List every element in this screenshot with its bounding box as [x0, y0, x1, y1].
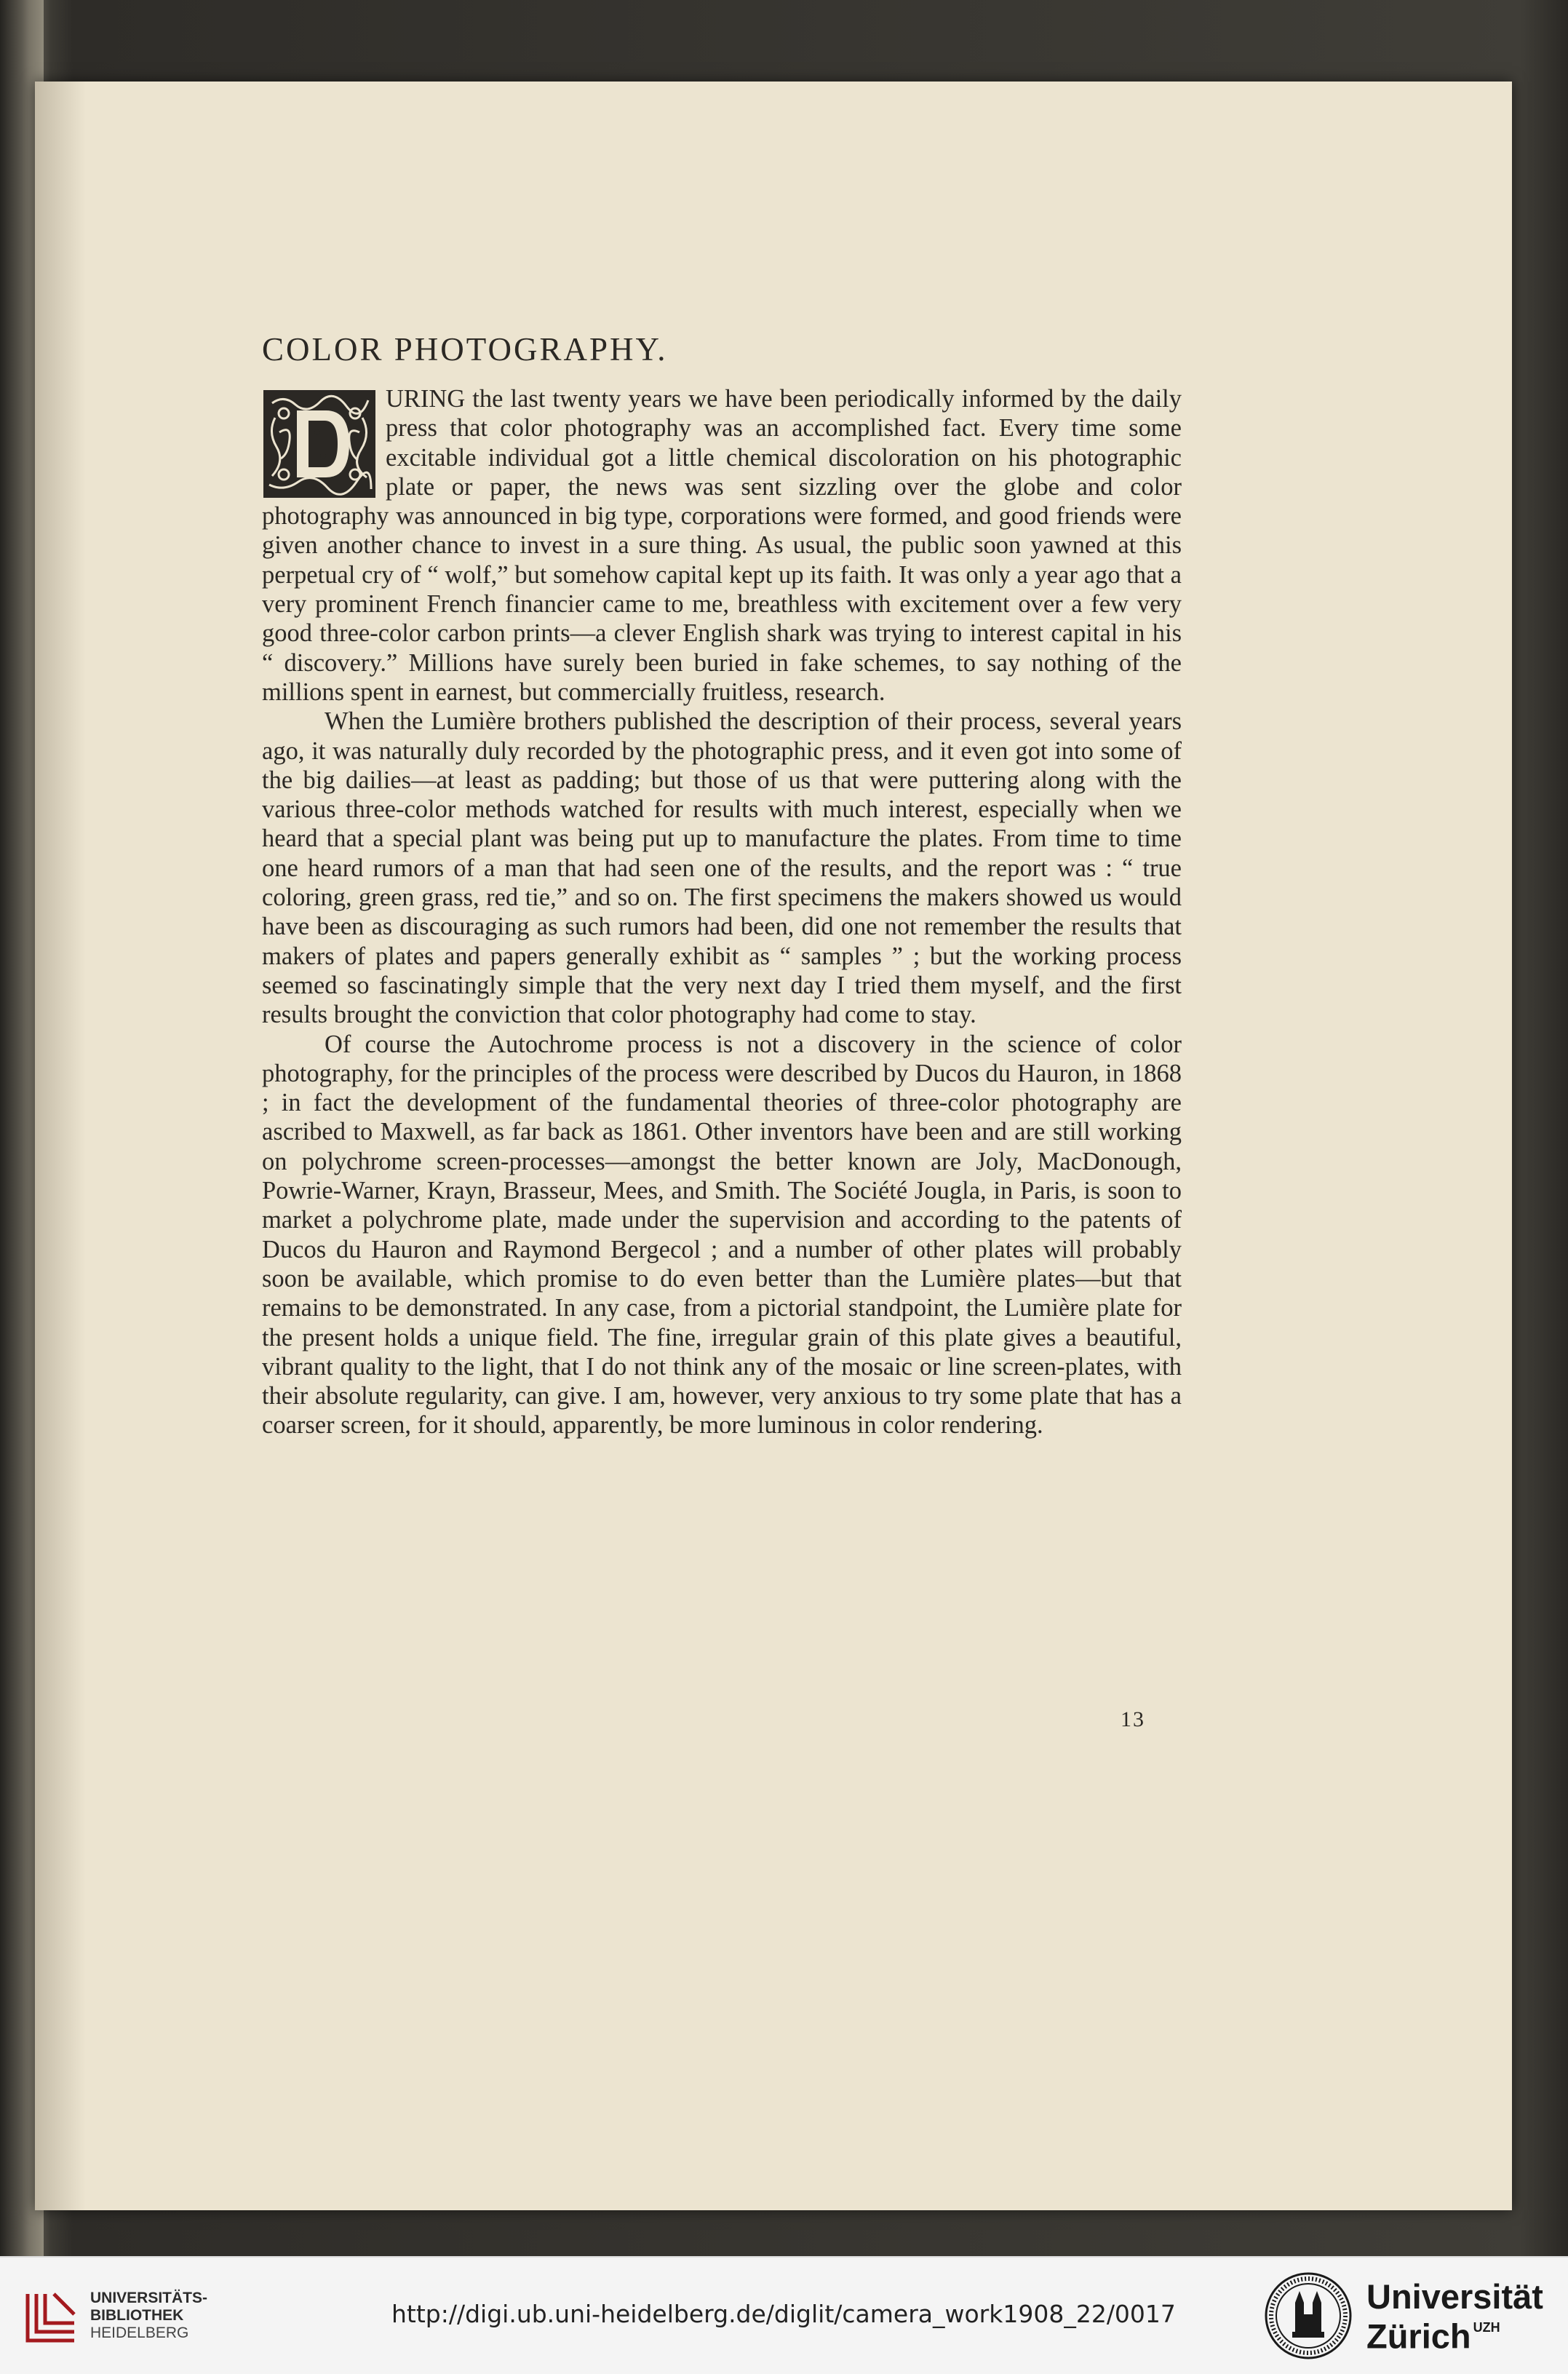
- uzh-superscript: UZH: [1473, 2320, 1500, 2335]
- page-gutter-shade: [35, 82, 86, 2210]
- ub-line-2: BIBLIOTHEK: [90, 2307, 184, 2324]
- ornamental-dropcap: [262, 389, 377, 499]
- article: [262, 326, 1182, 1440]
- paragraph-3: Of course the Autochrome process is not a discovery in the science of color photography, for the principles of the process were described by Ducos du Hauron, in 1868 ; in fact the development of the fundamental theories of three-color photography are ascribed to Maxwell, as far back as 1861. Other inventors have been and are still working on polychrome screen-processes—amongst the better known are Joly, MacDonough, Powrie-Warner, Krayn, Brasseur, Mees, and Smith. The Société Jougla, in Paris, is soon to market a polychrome plate, made under the supervision and according to the patents of Ducos du Hauron and Raymond Bergecol ; and a number of other plates will probably soon be available, which promise to do even better than the Lumière plates—but that remains to be demonstrated. In any case, from a pictorial standpoint, the Lumière plate for the present holds a unique field. The fine, irregular grain of this plate gives a beautiful, vibrant quality to the light, that I do not think any of the mosaic or line screen-plates, with their absolute regularity, can give. I am, however, very anxious to try some plate that has a coarser screen, for it should, apparently, be more luminous in color rendering.: [262, 1030, 1182, 1440]
- page-number: 13: [1121, 1707, 1145, 1731]
- footer-bar: [0, 2256, 1568, 2374]
- paragraph-1-text: URING the last twenty years we have been periodically informed by the daily press that color photography was an accomplished fact. Every time some excitable individual got a little chemical discoloration on his photographic plate or paper, the news was sent sizzling over the globe and color photography was announced in big type, corporations were formed, and good friends were given another chance to invest in a sure thing. As usual, the public soon yawned at this perpetual cry of “ wolf,” but somehow capital kept up its faith. It was only a year ago that a very prominent French financier came to me, breathless with excitement over a few very good three-color carbon prints—a clever English shark was trying to interest capital in his “ discovery.” Millions have surely been buried in fake schemes, to say nothing of the millions spent in earnest, but commercially fruitless, research.: [262, 385, 1182, 706]
- article-title: COLOR PHOTOGRAPHY.: [262, 331, 668, 368]
- uzh-name: [1366, 2279, 1543, 2354]
- university-library-name: [90, 2290, 207, 2342]
- permalink-url[interactable]: http://digi.ub.uni-heidelberg.de/diglit/camera_work1908_22/0017: [391, 2300, 1176, 2328]
- ub-line-1: UNIVERSITÄTS-: [90, 2290, 208, 2306]
- university-library-logo-icon: [22, 2288, 80, 2346]
- uzh-line-1: Universität: [1366, 2277, 1543, 2316]
- uzh-line-2: [1366, 2314, 1543, 2354]
- dropcap-ornament-icon: [262, 389, 377, 499]
- paragraph-2: When the Lumière brothers published the description of their process, several years ago, it was naturally duly recorded by the photographic press, and it even got into some of the big dailies—at least as padding; but those of us that were puttering along with the various three-color methods watched for results with much interest, especially when we heard that a special plant was being put up to manufacture the plates. From time to time one heard rumors of a man that had seen one of the results, and the report was : “ true coloring, green grass, red tie,” and so on. The first specimens the makers showed us would have been as discouraging as such rumors had been, did one not remember the results that makers of plates and papers generally exhibit as “ samples ” ; but the working process seemed so fascinatingly simple that the very next day I tried them myself, and the first results brought the conviction that color photography had come to stay.: [262, 707, 1182, 1029]
- uzh-city: Zürich: [1366, 2317, 1471, 2356]
- paragraph-1: [262, 384, 1182, 707]
- ub-line-3: HEIDELBERG: [90, 2325, 189, 2341]
- uzh-seal-icon: [1263, 2271, 1353, 2361]
